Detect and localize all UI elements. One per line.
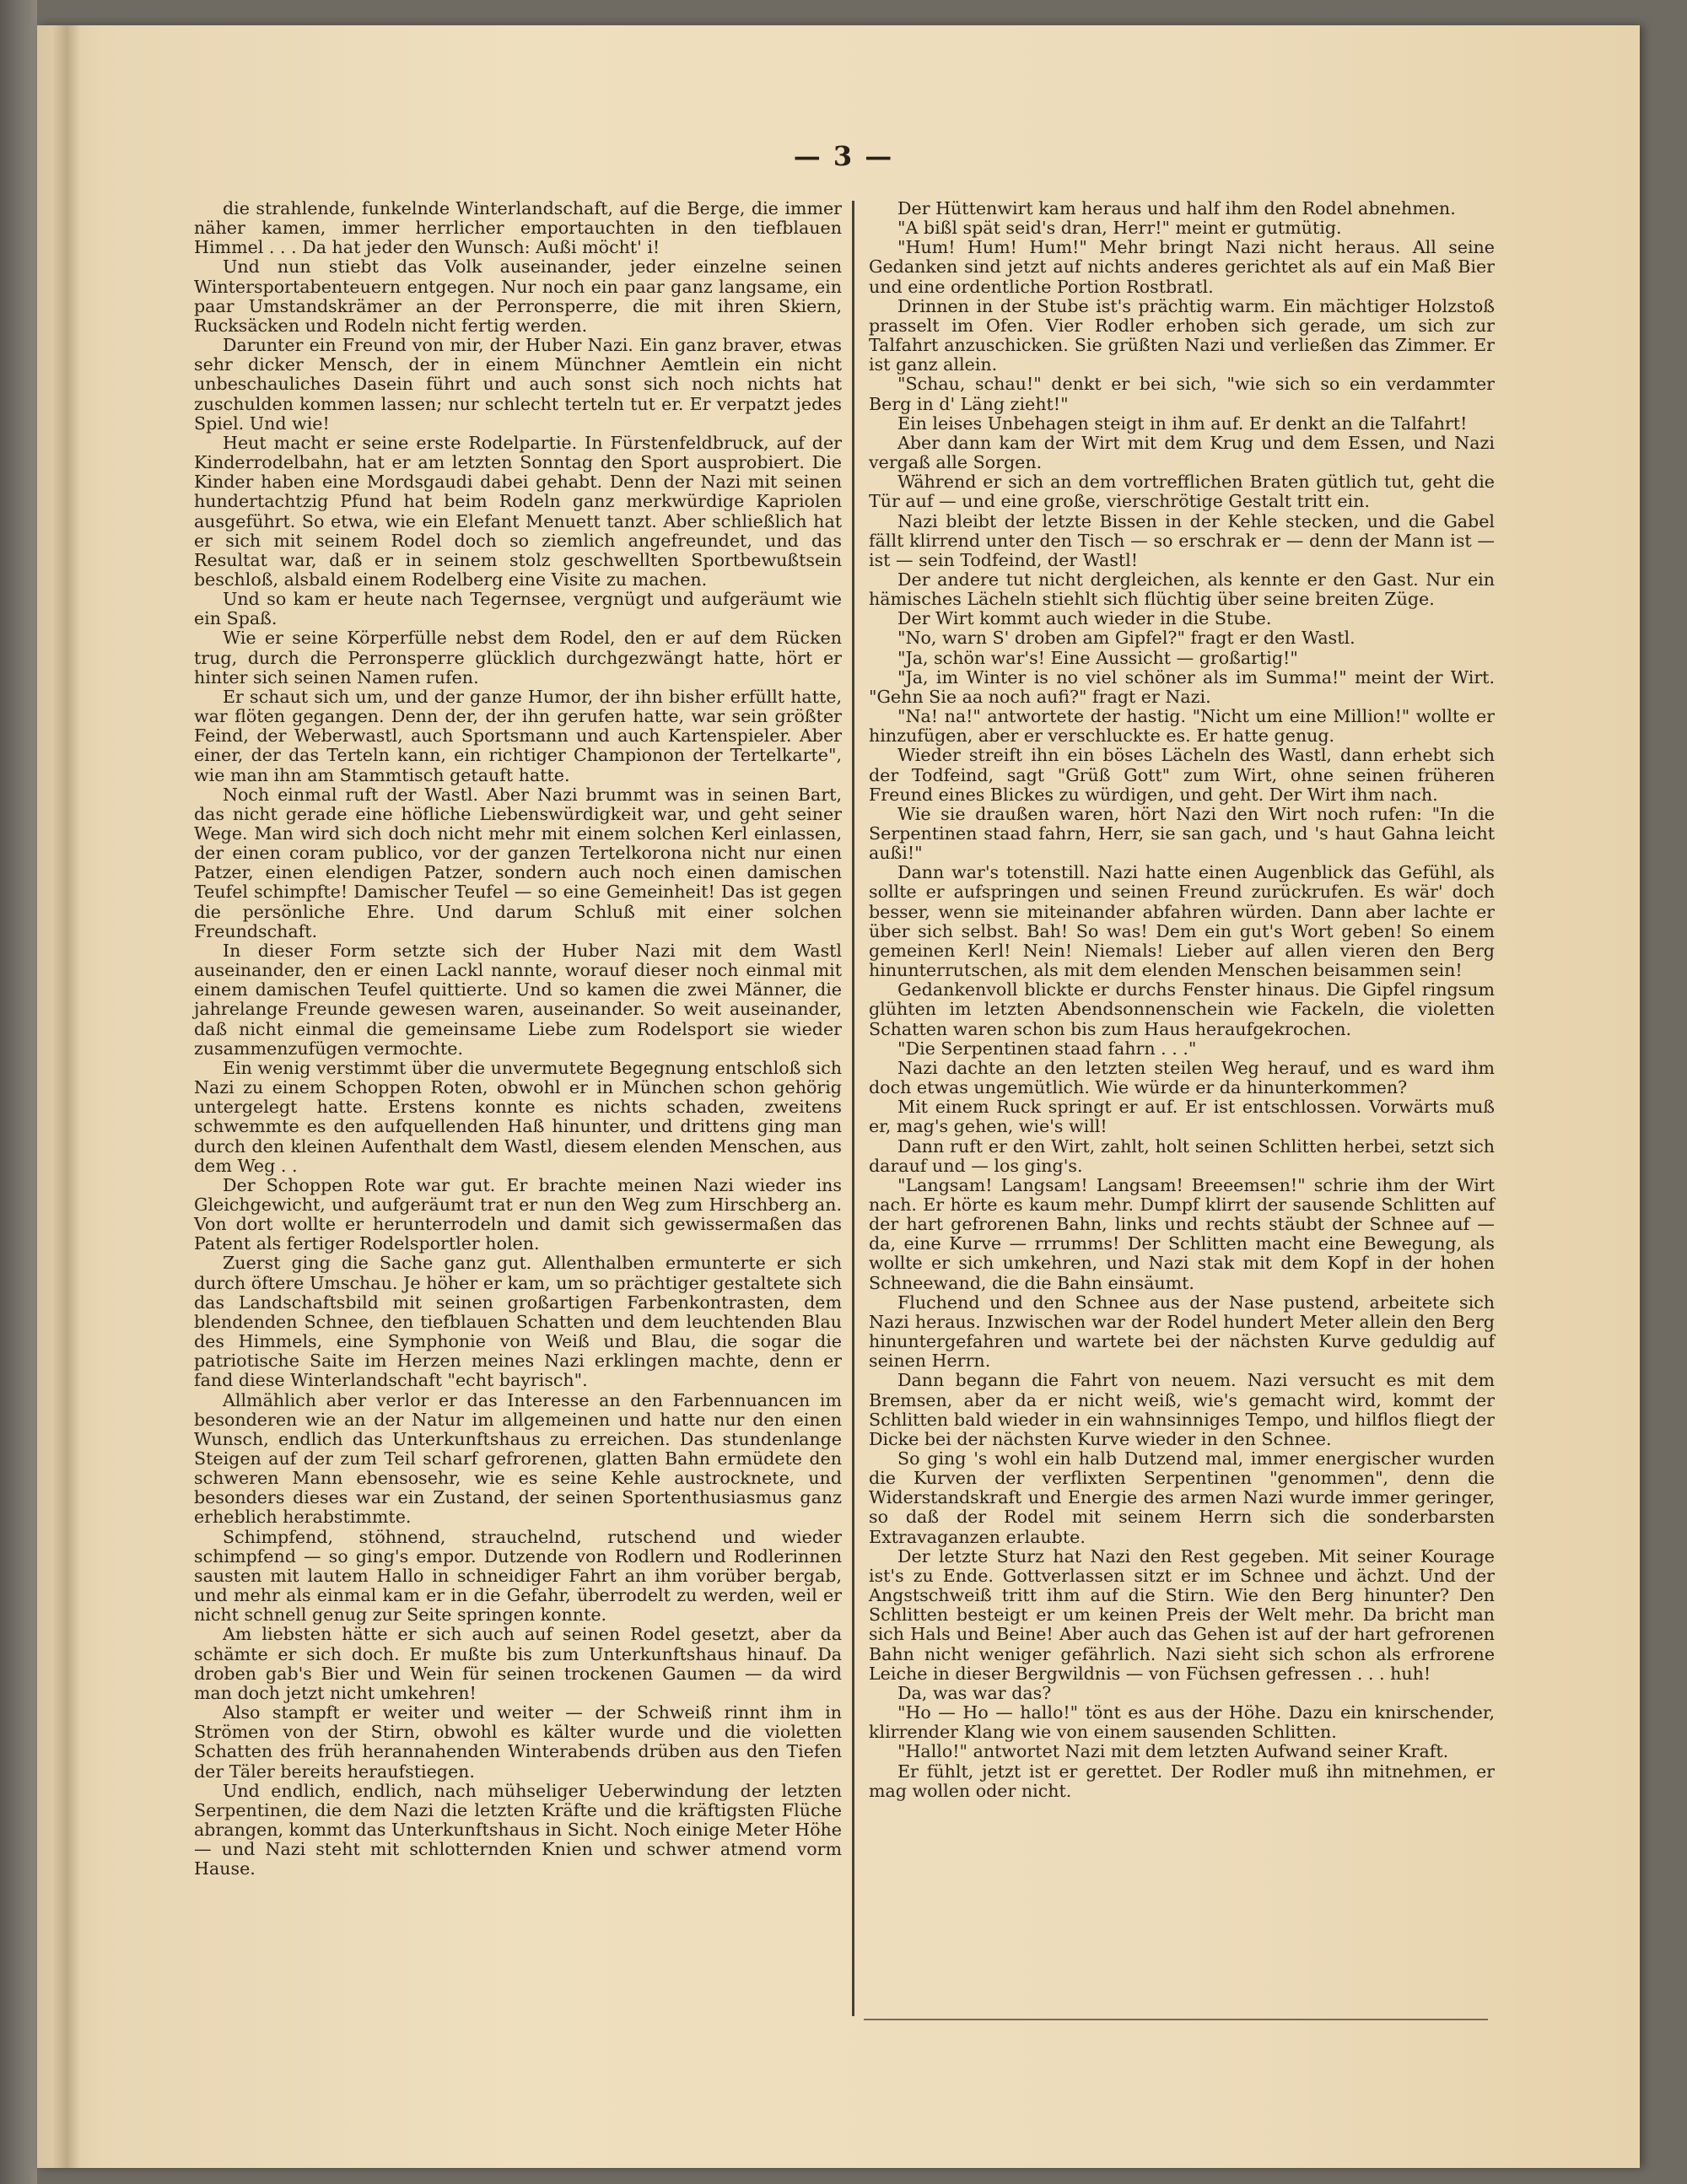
paragraph: Da, was war das? xyxy=(897,1682,1052,1703)
paragraph: Wie sie draußen waren, hört Nazi den Wirt noch rufen: "In die Serpentinen staad fahrn, Herr, sie san gach, und 's haut Gahna leicht außi!" xyxy=(869,803,1495,864)
paragraph: Gedankenvoll blickte er durchs Fenster hinaus. Die Gipfel ringsum glühten im letzten Abendsonnenschein wie Fackeln, die violetten Schatten waren schon bis zum Haus heraufgekrochen. xyxy=(869,979,1495,1039)
paragraph: "Na! na!" antwortete der hastig. "Nicht um eine Million!" wollte er hinzufügen, aber er verschluckte es. Er hatte genug. xyxy=(869,706,1495,747)
paragraph: die strahlende, funkelnde Winterlandschaft, auf die Berge, die immer näher kamen, immer herrlicher emportauchten in den tiefblauen Himmel . . . Da hat jeder den Wunsch: Außi möcht' i! xyxy=(194,198,842,258)
paragraph: Also stampft er weiter und weiter — der Schweiß rinnt ihm in Strömen von der Stirn, obwohl es kälter wurde und die violetten Schatten des früh herannahenden Winterabends drüben aus den Tiefen der Täler bereits heraufstiegen. xyxy=(194,1702,842,1782)
paragraph: "Die Serpentinen staad fahrn . . ." xyxy=(897,1038,1197,1059)
paragraph: "Langsam! Langsam! Langsam! Breeemsen!" schrie ihm der Wirt nach. Er hörte es kaum mehr. Dumpf klirrt der sausende Schlitten auf der hart gefrorenen Bahn, links und rechts stäubt der Schnee auf — da, eine Kurve — rrrumms! Der Schlitten macht eine Bewegung, als wollte er sich umkehren, und Nazi stak mit dem Kopf in der hohen Schneewand, die die Bahn einsäumt. xyxy=(869,1174,1495,1293)
paragraph: So ging 's wohl ein halb Dutzend mal, immer energischer wurden die Kurven der verflixten Serpentinen "genommen", denn die Widerstandskraft und Energie des armen Nazi wurde immer geringer, so daß der Rodel mit seinem Herrn sich die sonderbarsten Extravaganzen erlaubte. xyxy=(869,1448,1495,1547)
paragraph: Fluchend und den Schnee aus der Nase pustend, arbeitete sich Nazi heraus. Inzwischen war der Rodel hundert Meter allein den Berg hinuntergefahren und wartete bei der nächsten Kurve geduldig auf seinen Herrn. xyxy=(869,1292,1495,1372)
paragraph: Schimpfend, stöhnend, strauchelnd, rutschend und wieder schimpfend — so ging's empor. Dutzende von Rodlern und Rodlerinnen sausten mit lautem Hallo in schneidiger Fahrt an ihm vorüber bergab, und mehr als einmal kam er in die Gefahr, überrodelt zu werden, weil er nicht schnell genug zur Seite springen konnte. xyxy=(194,1526,842,1626)
end-rule xyxy=(864,2019,1488,2020)
paragraph: "Ho — Ho — hallo!" tönt es aus der Höhe. Dazu ein knirschender, klirrender Klang wie von einem sausenden Schlitten. xyxy=(869,1702,1495,1743)
paragraph: Aber dann kam der Wirt mit dem Krug und dem Essen, und Nazi vergaß alle Sorgen. xyxy=(869,432,1495,473)
paragraph: Ein wenig verstimmt über die unvermutete Begegnung entschloß sich Nazi zu einem Schoppen Roten, obwohl er in München schon gehörig untergelegt hatte. Erstens konnte es nichts schaden, zweitens schwemmte es den aufquellenden Haß hinunter, und drittens ging man durch den kleinen Aufenthalt dem Wastl, diesem elenden Menschen, aus dem Weg . . xyxy=(194,1057,842,1176)
paragraph: Der Wirt kommt auch wieder in die Stube. xyxy=(897,608,1272,629)
paragraph: Und endlich, endlich, nach mühseliger Ueberwindung der letzten Serpentinen, die dem Nazi die letzten Kräfte und die kräftigsten Flüche abrangen, kommt das Unterkunftshaus in Sicht. Noch einige Meter Höhe — und Nazi steht mit schlotternden Knien und schwer atmend vorm Hause. xyxy=(194,1780,842,1879)
paragraph: Er fühlt, jetzt ist er gerettet. Der Rodler muß ihn mitnehmen, er mag wollen oder nicht. xyxy=(869,1761,1495,1801)
paragraph: Heut macht er seine erste Rodelpartie. In Fürstenfeldbruck, auf der Kinderrodelbahn, hat er am letzten Sonntag den Sport ausprobiert. Die Kinder haben eine Mordsgaudi dabei gehabt. Denn der Nazi mit seinen hundertachtzig Pfund hat beim Rodeln ganz merkwürdige Kapriolen ausgeführt. So etwa, wie ein Elefant Menuett tanzt. Aber schließlich hat er sich mit seinem Rodel doch so ziemlich angefreundet, und das Resultat war, daß er in seinem stolz geschwellten Sportbewußtsein beschloß, alsbald einem Rodelberg eine Visite zu machen. xyxy=(194,432,842,590)
paragraph: Wieder streift ihn ein böses Lächeln des Wastl, dann erhebt sich der Todfeind, sagt "Grüß Gott" zum Wirt, ohne seinen früheren Freund eines Blickes zu würdigen, und geht. Der Wirt ihm nach. xyxy=(869,745,1495,805)
text-column-right xyxy=(869,199,1495,1801)
paragraph: Der andere tut nicht dergleichen, als kennte er den Gast. Nur ein hämisches Lächeln stiehlt sich flüchtig über seine breiten Züge. xyxy=(869,569,1495,610)
paragraph: Der letzte Sturz hat Nazi den Rest gegeben. Mit seiner Kourage ist's zu Ende. Gottverlassen sitzt er im Schnee und ächzt. Und der Angstschweiß tritt ihm auf die Stirn. Wie den Berg hinunter? Den Schlitten besteigt er um keinen Preis der Welt mehr. Da bricht man sich Hals und Beine! Aber auch das Gehen ist auf der hart gefrorenen Bahn nicht weniger gefährlich. Nazi sieht sich schon als erfrorene Leiche in dieser Bergwildnis — von Füchsen gefressen . . . huh! xyxy=(869,1545,1495,1684)
paragraph: Nazi bleibt der letzte Bissen in der Kehle stecken, und die Gabel fällt klirrend unter den Tisch — so erschrak er — denn der Mann ist — ist — sein Todfeind, der Wastl! xyxy=(869,510,1495,570)
paragraph: In dieser Form setzte sich der Huber Nazi mit dem Wastl auseinander, den er einen Lackl nannte, worauf dieser noch einmal mit einem damischen Teufel quittierte. Und so kamen die zwei Männer, die jahrelange Freunde gewesen waren, auseinander. So weit auseinander, daß nicht einmal die gemeinsame Liebe zum Rodelsport sie wieder zusammenzufügen vermochte. xyxy=(194,940,842,1059)
paragraph: Allmählich aber verlor er das Interesse an den Farbennuancen im besonderen wie an der Natur im allgemeinen und hatte nur den einen Wunsch, endlich das Unterkunftshaus zu erreichen. Das stundenlange Steigen auf der zum Teil scharf gefrorenen, glatten Bahn ermüdete den schweren Mann ebensosehr, wie es seine Kehle austrocknete, und besonders dieses war ein Zustand, der seinen Sportenthusiasmus ganz erheblich herabstimmte. xyxy=(194,1389,842,1528)
paragraph: Drinnen in der Stube ist's prächtig warm. Ein mächtiger Holzstoß prasselt im Ofen. Vier Rodler erhoben sich gerade, um sich zur Talfahrt anzuschicken. Sie grüßten Nazi und verließen das Zimmer. Er ist ganz allein. xyxy=(869,295,1495,375)
paragraph: "Ja, schön war's! Eine Aussicht — großartig!" xyxy=(897,647,1298,668)
column-divider xyxy=(852,201,854,2016)
paragraph: "Schau, schau!" denkt er bei sich, "wie sich so ein verdammter Berg in d' Läng zieht!" xyxy=(869,374,1495,414)
paragraph: Am liebsten hätte er sich auch auf seinen Rodel gesetzt, aber da schämte er sich doch. Er mußte bis zum Unterkunftshaus hinauf. Da droben gab's Bier und Wein für seinen trockenen Gaumen — da wird man doch jetzt nicht umkehren! xyxy=(194,1624,842,1703)
paragraph: Und so kam er heute nach Tegernsee, vergnügt und aufgeräumt wie ein Spaß. xyxy=(194,589,842,629)
paragraph: "Hallo!" antwortet Nazi mit dem letzten Aufwand seiner Kraft. xyxy=(897,1741,1449,1762)
paragraph: Darunter ein Freund von mir, der Huber Nazi. Ein ganz braver, etwas sehr dicker Mensch, der in einem Münchner Aemtlein ein nicht unbeschauliches Dasein führt und auch sonst sich noch nichts hat zuschulden kommen lassen; nur schlecht terteln tut er. Er verpatzt jedes Spiel. Und wie! xyxy=(194,335,842,434)
paragraph: Und nun stiebt das Volk auseinander, jeder einzelne seinen Wintersportabenteuern entgegen. Nur noch ein paar ganz langsame, ein paar Umstandskrämer an der Perronsperre, die mit ihren Skiern, Rucksäcken und Rodeln nicht fertig werden. xyxy=(194,256,842,336)
book-cover-edge xyxy=(0,0,37,2184)
text-column-left xyxy=(194,199,842,1879)
paragraph: "Hum! Hum! Hum!" Mehr bringt Nazi nicht heraus. All seine Gedanken sind jetzt auf nichts anderes gerichtet als auf ein Maß Bier und eine ordentliche Portion Rostbratl. xyxy=(869,237,1495,297)
paragraph: Ein leises Unbehagen steigt in ihm auf. Er denkt an die Talfahrt! xyxy=(897,413,1468,434)
paragraph: "A bißl spät seid's dran, Herr!" meint er gutmütig. xyxy=(897,218,1342,239)
paragraph: Zuerst ging die Sache ganz gut. Allenthalben ermunterte er sich durch öftere Umschau. Je höher er kam, um so prächtiger gestaltete sich das Landschaftsbild mit seinen großartigen Farbenkontrasten, dem blendenden Schnee, den tiefblauen Schatten und dem leuchtenden Blau des Himmels, eine Symphonie von Weiß und Blau, die sogar die patriotische Saite im Herzen meines Nazi erklingen machte, denn er fand diese Winterlandschaft "echt bayrisch". xyxy=(194,1253,842,1391)
paragraph: Der Hüttenwirt kam heraus und half ihm den Rodel abnehmen. xyxy=(897,198,1456,218)
paragraph: Dann begann die Fahrt von neuem. Nazi versucht es mit dem Bremsen, aber da er nicht weiß, wie's gemacht wird, kommt der Schlitten bald wieder in ein wahnsinniges Tempo, und hilflos fliegt der Dicke bei der nächsten Kurve wieder in den Schnee. xyxy=(869,1370,1495,1449)
paragraph: Dann ruft er den Wirt, zahlt, holt seinen Schlitten herbei, setzt sich darauf und — los ging's. xyxy=(869,1135,1495,1176)
gutter-fold xyxy=(52,25,81,2168)
paragraph: Der Schoppen Rote war gut. Er brachte meinen Nazi wieder ins Gleichgewicht, und aufgeräumt trat er nun den Weg zum Hirschberg an. Von dort wollte er herunterrodeln und damit sich gewissermaßen das Patent als fertiger Rodelsportler holen. xyxy=(194,1174,842,1254)
paragraph: Nazi dachte an den letzten steilen Weg herauf, und es ward ihm doch etwas ungemütlich. Wie würde er da hinunterkommen? xyxy=(869,1057,1495,1098)
paragraph: Mit einem Ruck springt er auf. Er ist entschlossen. Vorwärts muß er, mag's gehen, wie's will! xyxy=(869,1097,1495,1137)
paragraph: "Ja, im Winter is no viel schöner als im Summa!" meint der Wirt. "Gehn Sie aa noch aufi?" fragt er Nazi. xyxy=(869,666,1495,707)
paragraph: Dann war's totenstill. Nazi hatte einen Augenblick das Gefühl, als sollte er aufspringen und seinen Freund zurückrufen. Es wär' doch besser, wenn sie miteinander abfahren würden. Dann aber lachte er über sich selbst. Bah! So was! Dem ein gut's Wort geben! So einem gemeinen Kerl! Nein! Niemals! Lieber auf allen vieren den Berg hinunterrutschen, als mit dem elenden Menschen beisammen sein! xyxy=(869,862,1495,981)
paragraph: Noch einmal ruft der Wastl. Aber Nazi brummt was in seinen Bart, das nicht gerade eine höfliche Liebenswürdigkeit war, und geht seiner Wege. Man wird sich doch nicht mehr mit einem solchen Kerl einlassen, der einen coram publico, vor der ganzen Tertelkorona nicht nur einen Patzer, einen elendigen Patzer, sondern auch noch einen damischen Teufel schimpfte! Damischer Teufel — so eine Gemeinheit! Das ist gegen die persönliche Ehre. Und darum Schluß mit einer solchen Freundschaft. xyxy=(194,784,842,941)
paragraph: "No, warn S' droben am Gipfel?" fragt er den Wastl. xyxy=(897,628,1356,649)
paragraph: Während er sich an dem vortrefflichen Braten gütlich tut, geht die Tür auf — und eine große, vierschrötige Gestalt tritt ein. xyxy=(869,472,1495,512)
page-number: — 3 — xyxy=(793,140,894,172)
paragraph: Er schaut sich um, und der ganze Humor, der ihn bisher erfüllt hatte, war flöten gegangen. Denn der, der ihn gerufen hatte, war sein größter Feind, der Weberwastl, auch Sportsmann und auch Kartenspieler. Aber einer, der das Terteln kann, ein richtiger Championon der Tertelkarte", wie man ihn am Stammtisch getauft hatte. xyxy=(194,686,842,785)
paragraph: Wie er seine Körperfülle nebst dem Rodel, den er auf dem Rücken trug, durch die Perronsperre glücklich durchgezwängt hatte, hört er hinter sich seinen Namen rufen. xyxy=(194,628,842,688)
